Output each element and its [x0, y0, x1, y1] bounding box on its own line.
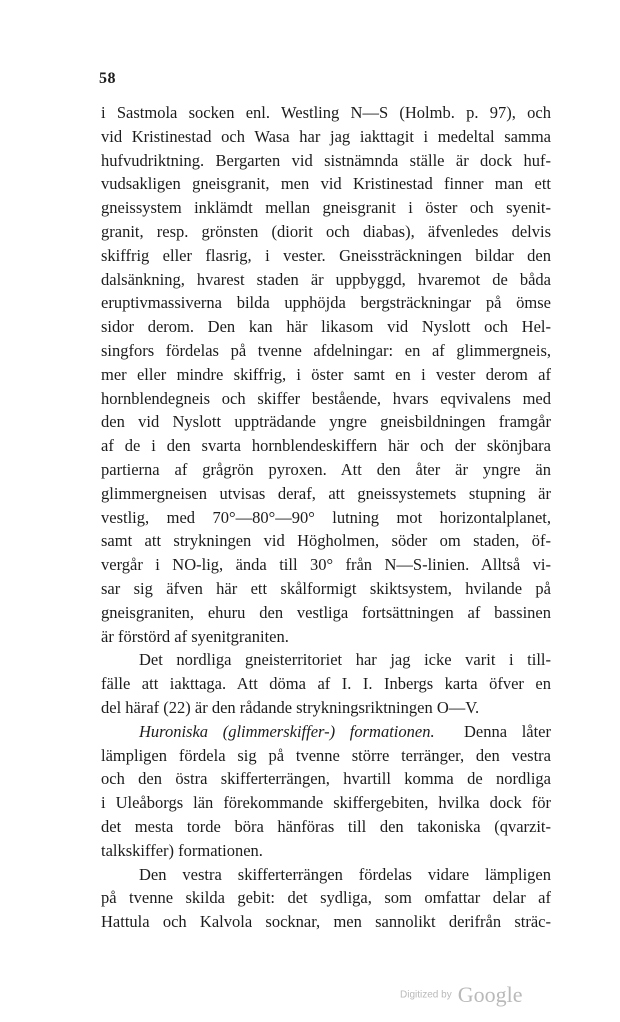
- text-line: lämpligen fördela sig på tvenne större terränger, den vestra: [101, 745, 551, 765]
- text-line: vid Kristinestad och Wasa har jag iakttagit i medeltal samma: [101, 126, 551, 146]
- section-heading-line: [101, 720, 551, 744]
- text-line: vestlig, med 70°—80°—90° lutning mot horizontalplanet,: [101, 507, 551, 527]
- text-line: är förstörd af syenitgraniten.: [101, 626, 289, 646]
- text-line: på tvenne skilda gebit: det sydliga, som omfattar delar af: [101, 888, 551, 908]
- text-line: fälle att iakttaga. Att döma af I. I. Inbergs karta öfver en: [101, 674, 551, 694]
- text-line: i Sastmola socken enl. Westling N—S (Holmb. p. 97), och: [101, 103, 551, 122]
- text-line: det mesta torde böra hänföras till den takoniska (qvarzit-: [101, 816, 551, 836]
- text-line: vudsakligen gneisgranit, men vid Kristinestad finner man ett: [101, 174, 551, 194]
- text-line: sidor derom. Den kan här likasom vid Nyslott och Hel-: [101, 317, 551, 337]
- watermark-prefix: Digitized by: [400, 989, 452, 1001]
- section-heading: Huroniska (glimmerskiffer-) formationen.: [139, 721, 435, 741]
- text-line: samt att strykningen vid Högholmen, söder om staden, öf-: [101, 531, 551, 551]
- text-line: partierna af grågrön pyroxen. Att den åter är yngre än: [101, 459, 551, 479]
- text-line: singfors fördelas på tvenne afdelningar: en af glimmergneis,: [101, 340, 551, 360]
- text-line: hufvudriktning. Bergarten vid sistnämnda ställe är dock huf-: [101, 150, 551, 170]
- text-line: af de i den svarta hornblendeskiffern här och der skönjbara: [101, 436, 551, 456]
- digitization-watermark: [400, 982, 522, 1008]
- text-line: mer eller mindre skiffrig, i öster samt en i vester derom af: [101, 364, 551, 384]
- body-text: [101, 101, 551, 934]
- text-line: skiffrig eller flasrig, i vester. Gneissträckningen bildar den: [101, 245, 551, 265]
- text-line: hornblendegneis och skiffer bestående, hvars eqvivalens med: [101, 388, 551, 408]
- page-number: 58: [99, 70, 116, 87]
- text-line: dalsänkning, hvarest staden är uppbyggd, hvaremot de båda: [101, 269, 551, 289]
- text-line: i Uleåborgs län förekommande skiffergebiten, hvilka dock för: [101, 793, 551, 813]
- text-line: Hattula och Kalvola socknar, men sannolikt derifrån sträc-: [101, 912, 551, 932]
- text-line: och den östra skifferterrängen, hvartill komma de nordliga: [101, 769, 551, 789]
- text-line: den vid Nyslott uppträdande yngre gneisbildningen framgår: [101, 412, 551, 432]
- text-line: gneisgraniten, ehuru den vestliga fortsättningen af bassinen: [101, 602, 551, 622]
- text-line: sar sig äfven här ett skålformigt skiktsystem, hvilande på: [101, 578, 551, 598]
- text-line: vergår i NO-lig, ända till 30° från N—S-linien. Alltså vi-: [101, 555, 551, 575]
- text-line: glimmergneisen utvisas deraf, att gneissystemets stupning är: [101, 483, 551, 503]
- text-line: talkskiffer) formationen.: [101, 840, 263, 860]
- text-line: gneissystem inklämdt mellan gneisgranit i öster och syenit-: [101, 198, 551, 218]
- text-line: Den vestra skifferterrängen fördelas vidare lämpligen: [139, 864, 551, 884]
- text-line: Det nordliga gneisterritoriet har jag icke varit i till-: [139, 650, 551, 670]
- text-line: del häraf (22) är den rådande strykningsriktningen O—V.: [101, 697, 480, 717]
- text-line: eruptivmassiverna bilda upphöjda bergsträckningar på ömse: [101, 293, 551, 313]
- section-heading-continuation: [435, 722, 464, 741]
- text-line: granit, resp. grönsten (diorit och diabas), äfvenledes delvis: [101, 221, 551, 241]
- text-fragment: Denna låter: [463, 721, 552, 741]
- google-logo: Google: [457, 982, 523, 1007]
